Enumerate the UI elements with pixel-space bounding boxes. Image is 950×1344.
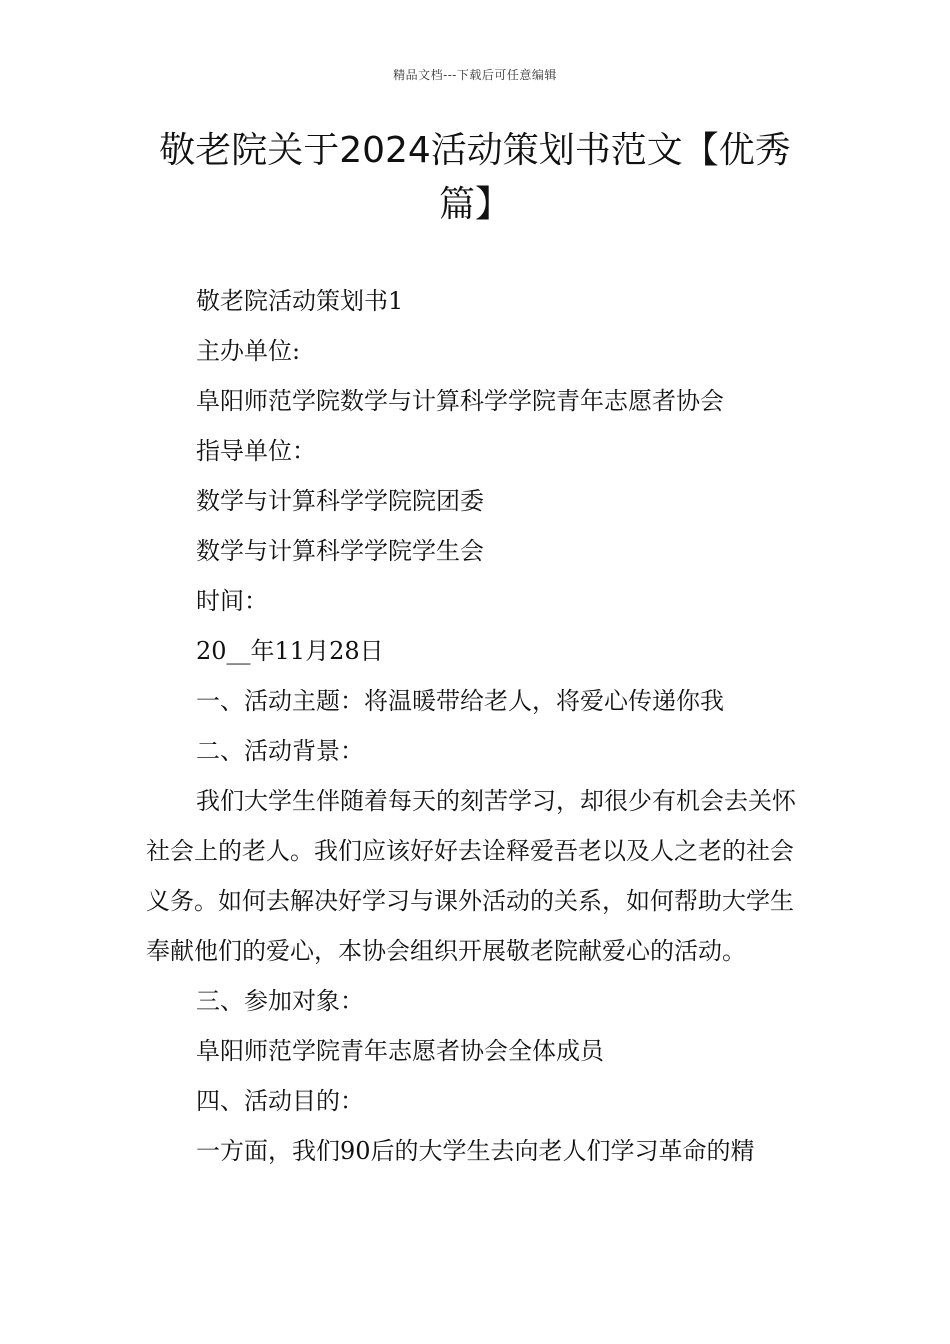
paragraph-theme: 一、活动主题：将温暖带给老人，将爱心传递你我 xyxy=(196,687,724,715)
paragraph-organizer: 阜阳师范学院数学与计算科学学院青年志愿者协会 xyxy=(196,387,724,415)
paragraph-plan-heading: 敬老院活动策划书1 xyxy=(196,287,404,315)
document-body xyxy=(146,276,814,1176)
paragraph-background-label: 二、活动背景： xyxy=(196,737,364,765)
paragraph-background: 我们大学生伴随着每天的刻苦学习，却很少有机会去关怀社会上的老人。我们应该好好去诠释爱吾老以及人之老的社会义务。如何去解决好学习与课外活动的关系，如何帮助大学生奉献他们的爱心，本协会组织开展敬老院献爱心的活动。 xyxy=(146,787,796,965)
paragraph-guide-1: 数学与计算科学学院院团委 xyxy=(196,487,484,515)
paragraph-participants: 阜阳师范学院青年志愿者协会全体成员 xyxy=(196,1037,604,1065)
page-header: 精品文档---下载后可任意编辑 xyxy=(393,68,557,82)
paragraph-participants-label: 三、参加对象： xyxy=(196,987,364,1015)
paragraph-purpose: 一方面，我们90后的大学生去向老人们学习革命的精 xyxy=(196,1137,755,1165)
paragraph-time-label: 时间： xyxy=(196,587,268,615)
paragraph-organizer-label: 主办单位: xyxy=(196,337,301,365)
document-title: 敬老院关于2024活动策划书范文【优秀篇】 xyxy=(159,130,791,225)
paragraph-date: 20__年11月28日 xyxy=(196,637,384,665)
paragraph-purpose-label: 四、活动目的： xyxy=(196,1087,364,1115)
paragraph-guide-label: 指导单位： xyxy=(196,437,316,465)
paragraph-guide-2: 数学与计算科学学院学生会 xyxy=(196,537,484,565)
